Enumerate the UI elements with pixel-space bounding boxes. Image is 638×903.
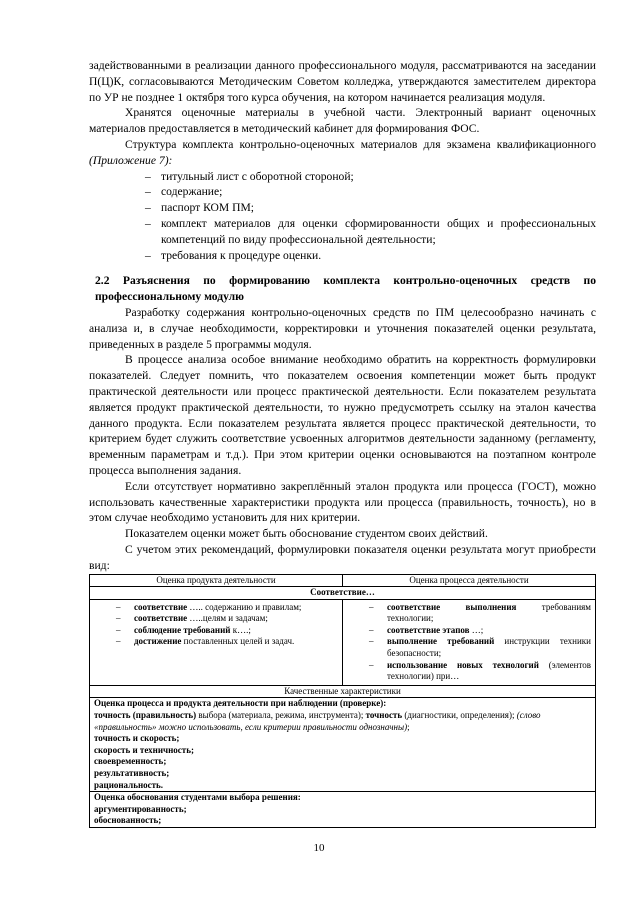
list-item: – соответствие этапов …; (369, 625, 591, 637)
list-item: – паспорт КОМ ПМ; (145, 200, 596, 216)
paragraph: Хранятся оценочные материалы в учебной части. Электронный вариант оценочных материалов предоставляется в методический кабинет для формирования ФОС. (89, 106, 596, 136)
table-header-process: Оценка процесса деятельности (343, 574, 596, 587)
observation-block (90, 698, 596, 792)
list-item: – содержание; (145, 184, 596, 200)
list-item: – соответствие ….. содержанию и правилам; (116, 602, 338, 614)
block-row: своевременность; (94, 756, 167, 767)
section-heading: 2.2 Разъяснения по формированию комплекта контрольно-оценочных средств по профессиональному модулю (95, 274, 596, 304)
paragraph: задействованными в реализации данного профессионального модуля, рассматриваются на заседании П(Ц)К, согласовываются Методическим Советом колледжа, утверждаются заместителем директора по УР не позднее 1 октября того курса обучения, на котором начинается реализация модуля. (89, 59, 596, 104)
block-row: точность и скорость; (94, 733, 180, 744)
process-cell (343, 599, 596, 685)
list-item: – комплект материалов для оценки сформированности общих и профессиональных компетенций по виду профессиональной деятельности; (145, 216, 596, 248)
list-item: – достижение поставленных целей и задач. (116, 636, 338, 648)
block-row: скорость и техничность; (94, 744, 194, 755)
block-title: Оценка процесса и продукта деятельности при наблюдении (проверке): (94, 698, 387, 709)
paragraph (89, 137, 596, 169)
block-line: точность (правильность) выбора (материала, режима, инструмента); точность (диагностики, определения); (слово «правильность» можно использовать, если критерии правильности однозначны); (94, 710, 541, 732)
list-item: – соответствие …..целям и задачам; (116, 613, 338, 625)
paragraph: Показателем оценки может быть обоснование студентом своих действий. (125, 527, 488, 541)
block-row: аргументированность; (94, 803, 187, 814)
appendix-ref: (Приложение 7): (89, 153, 173, 167)
paragraph: Если отсутствует нормативно закреплённый эталон продукта или процесса (ГОСТ), можно использовать качественные характеристики продукта или процесса (правильность, точность), но в этом случае необходимо установить для них критерии. (89, 479, 596, 525)
table-span-header: Соответствие… (90, 587, 596, 600)
block-row: обоснованность; (94, 815, 162, 826)
list-item: – использование новых технологий (элементов технологии) при… (369, 660, 591, 683)
paragraph: В процессе анализа особое внимание необходимо обратить на корректность формулировки показателей. Следует помнить, что показателем освоения компетенции может быть продукт практической деятельности или процесс практической деятельности. Если показателем результата является продукт практической деятельности, то нужно предусмотреть ссылку на эталон качества данного продукта. Если показателем результата является процесс практической деятельности, то критерием будет служить соответствие усвоенных алгоритмов деятельности заданному (регламенту, временным параметрам и т.д.). При этом критерии оценки основываются на поэтапном контроле процесса выполнения задания. (89, 353, 596, 477)
list-item: – требования к процедуре оценки. (145, 248, 596, 264)
block-row: рациональность. (94, 779, 164, 790)
structure-list (89, 169, 596, 264)
qualitative-header: Качественные характеристики (90, 685, 596, 698)
paragraph: Разработку содержания контрольно-оценочных средств по ПМ целесообразно начинать с анализа и, в случае необходимости, корректировки и уточнения показателей оценки результата, приведенных в разделе 5 программы модуля. (89, 305, 596, 351)
list-item: – титульный лист с оборотной стороной; (145, 169, 596, 185)
product-cell (90, 599, 343, 685)
block-row: результативность; (94, 768, 170, 778)
list-item: – выполнение требований инструкции техники безопасности; (369, 636, 591, 659)
block-title: Оценка обоснования студентами выбора решения: (94, 792, 301, 803)
justification-block (90, 792, 596, 828)
paragraph: С учетом этих рекомендаций, формулировки показателя оценки результата могут приобрести вид: (89, 542, 596, 572)
document-page (89, 58, 596, 828)
paragraph-text: Структура комплекта контрольно-оценочных материалов для экзамена квалификационного (125, 137, 596, 151)
list-item: – соблюдение требований к….; (116, 625, 338, 637)
table-header-product: Оценка продукта деятельности (90, 574, 343, 587)
indicators-table (89, 574, 596, 828)
list-item: – соответствие выполнения требованиям технологии; (369, 602, 591, 625)
page-number: 10 (313, 842, 325, 854)
